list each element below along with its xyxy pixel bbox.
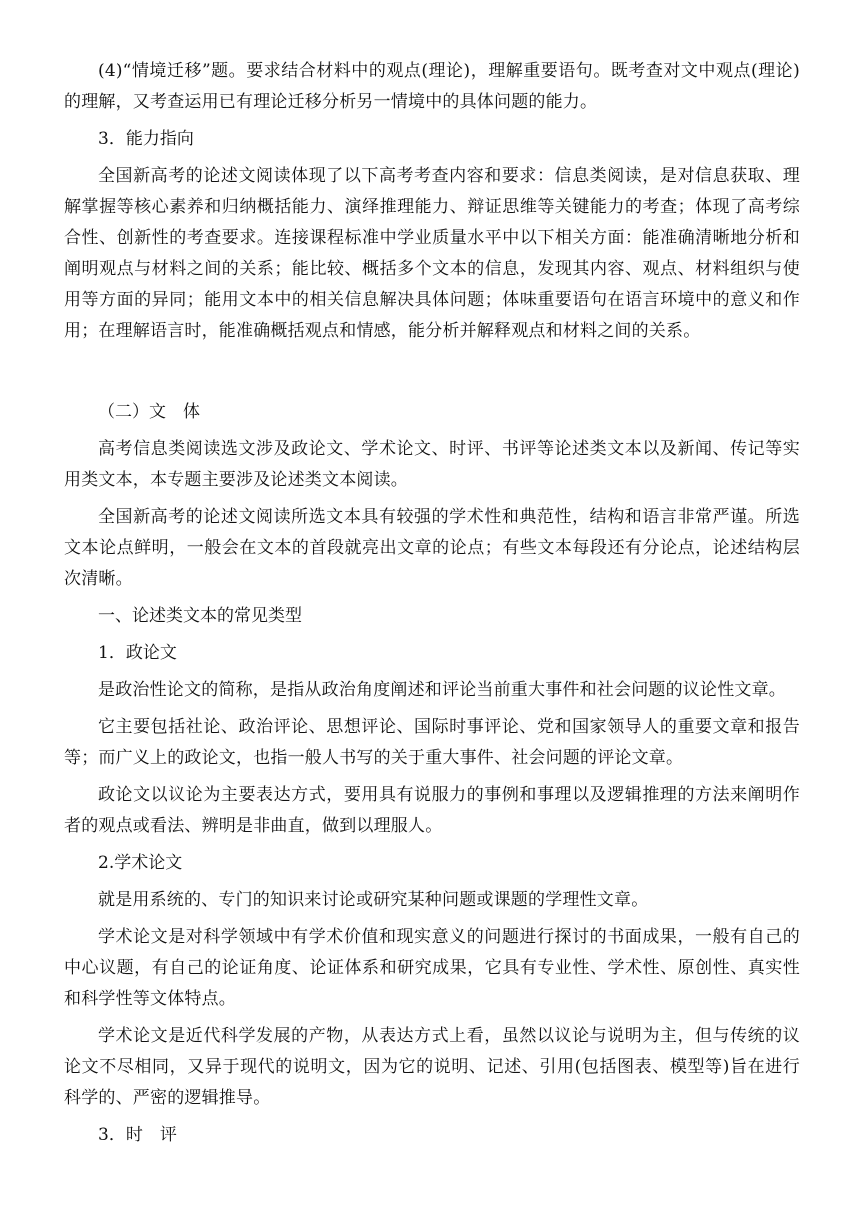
heading-ability-orientation: 3．能力指向	[98, 129, 194, 149]
heading-common-types: 一、论述类文本的常见类型	[98, 606, 302, 626]
paragraph-political-includes: 它主要包括社论、政治评论、思想评论、国际时事评论、党和国家领导人的重要文章和报告等；而广义上的政论文，也指一般人书写的关于重大事件、社会问题的评论文章。	[64, 717, 800, 768]
paragraph-academic-history: 学术论文是近代科学发展的产物，从表达方式上看，虽然以议论与说明为主，但与传统的议论文不尽相同，又异于现代的说明文，因为它的说明、记述、引用(包括图表、模型等)旨在进行科学的、严密的逻辑推导。	[64, 1026, 800, 1108]
paragraph-situation-transfer: (4)“情境迁移”题。要求结合材料中的观点(理论)，理解重要语句。既考查对文中观点(理论)的理解，又考查运用已有理论迁移分析另一情境中的具体问题的能力。	[64, 61, 800, 112]
paragraph-political-definition: 是政治性论文的简称，是指从政治角度阐述和评论当前重大事件和社会问题的议论性文章。	[98, 680, 786, 700]
document-page	[64, 56, 800, 1157]
paragraph-academic-features: 学术论文是对科学领域中有学术价值和现实意义的问题进行探讨的书面成果，一般有自己的中心议题，有自己的论证角度、论证体系和研究成果，它具有专业性、学术性、原创性、真实性和科学性等文体特点。	[64, 927, 800, 1009]
paragraph-political-method: 政论文以议论为主要表达方式，要用具有说服力的事例和事理以及逻辑推理的方法来阐明作者的观点或看法、辨明是非曲直，做到以理服人。	[64, 785, 800, 836]
paragraph-text-features: 全国新高考的论述文阅读所选文本具有较强的学术性和典范性，结构和语言非常严谨。所选文本论点鲜明，一般会在文本的首段就亮出文章的论点；有些文本每段还有分论点，论述结构层次清晰。	[64, 507, 800, 589]
heading-genre: （二）文 体	[98, 402, 200, 422]
section-gap	[64, 353, 800, 397]
paragraph-exam-requirements: 全国新高考的论述文阅读体现了以下高考考查内容和要求：信息类阅读，是对信息获取、理解掌握等核心素养和归纳概括能力、演绎推理能力、辩证思维等关键能力的考查；体现了高考综合性、创新性的考查要求。连接课程标准中学业质量水平中以下相关方面：能准确清晰地分析和阐明观点与材料之间的关系；能比较、概括多个文本的信息，发现其内容、观点、材料组织与使用等方面的异同；能用文本中的相关信息解决具体问题；体味重要语句在语言环境中的意义和作用；在理解语言时，能准确概括观点和情感，能分析并解释观点和材料之间的关系。	[64, 166, 800, 341]
heading-academic-paper: 2.学术论文	[98, 853, 183, 873]
heading-commentary: 3．时 评	[98, 1125, 177, 1145]
heading-political-essay: 1．政论文	[98, 643, 177, 663]
paragraph-genre-scope: 高考信息类阅读选文涉及政论文、学术论文、时评、书评等论述类文本以及新闻、传记等实用类文本，本专题主要涉及论述类文本阅读。	[64, 439, 800, 490]
paragraph-academic-definition: 就是用系统的、专门的知识来讨论或研究某种问题或课题的学理性文章。	[98, 890, 649, 910]
